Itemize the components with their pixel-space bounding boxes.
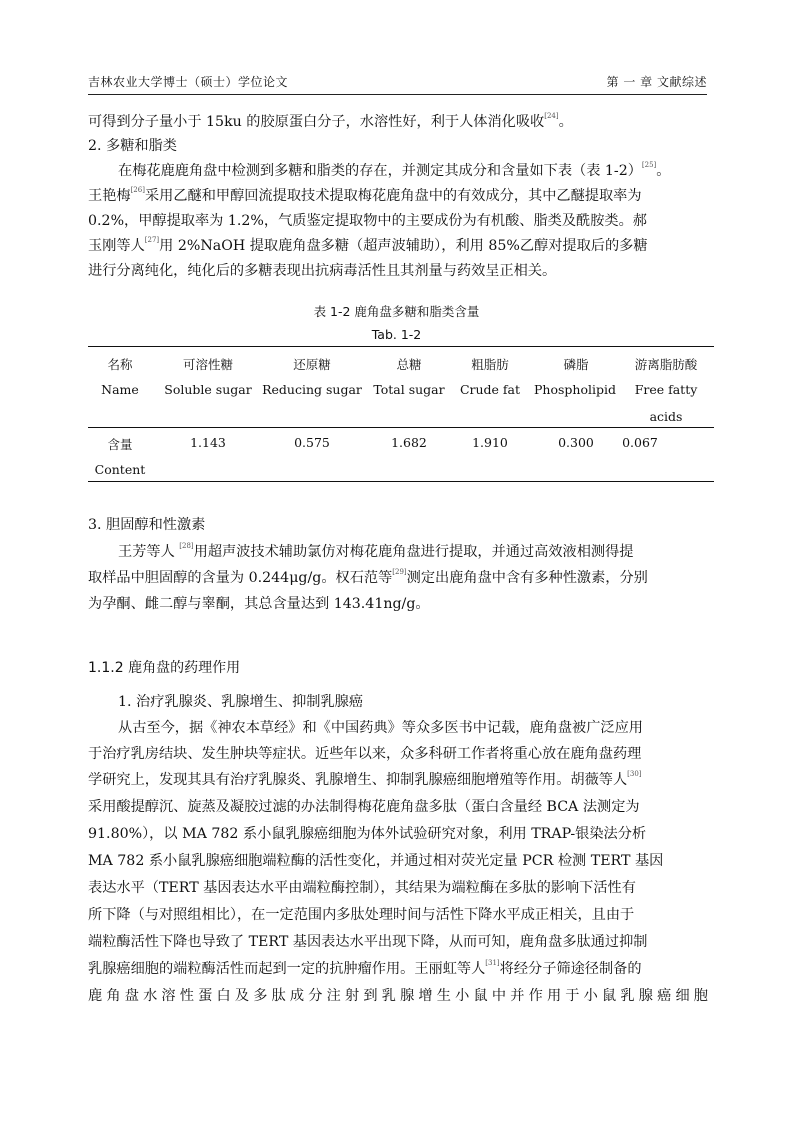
header-chapter-title: 第 一 章 文献综述 — [606, 75, 707, 89]
table-header-cell: Free fatty — [634, 382, 698, 397]
table-cell: 1.910 — [472, 435, 508, 450]
section-title: 3. 胆固醇和性激素 — [88, 517, 206, 533]
body-line: 鹿角盘水溶性蛋白及多肽成分注射到乳腺增生小鼠中并作用于小鼠乳腺癌细胞 — [88, 988, 708, 1004]
table-mid-rule — [88, 427, 714, 428]
section-title: 2. 多糖和脂类 — [88, 138, 177, 154]
table-bottom-rule — [88, 481, 714, 482]
body-line: 进行分离纯化，纯化后的多糖表现出抗病毒活性且其剂量与药效呈正相关。 — [88, 263, 557, 279]
subsection-title: 1. 治疗乳腺炎、乳腺增生、抑制乳腺癌 — [118, 694, 364, 710]
body-line: 0.2%，甲醇提取率为 1.2%，气质鉴定提取物中的主要成份为有机酸、脂类及酰胺类。郝 — [88, 213, 647, 229]
citation: [31] — [485, 959, 500, 967]
citation: [27] — [144, 236, 160, 244]
body-line: 于治疗乳房结块、发生肿块等症状。近些年以来，众多科研工作者将重心放在鹿角盘药理 — [88, 746, 642, 762]
subsection-heading: 1.1.2 鹿角盘的药理作用 — [88, 660, 241, 676]
body-line: 可得到分子量小于 15ku 的胶原蛋白分子，水溶性好，利于人体消化吸收[24]。 — [88, 112, 573, 130]
body-line: 王芳等人 [28]用超声波技术辅助氯仿对梅花鹿角盘进行提取，并通过高效液相测得提 — [118, 542, 634, 560]
table-top-rule — [88, 346, 714, 347]
table-cell: 0.067 — [622, 435, 658, 450]
table-header-cell: 可溶性糖 — [182, 357, 233, 372]
table-caption-en: Tab. 1-2 — [371, 327, 422, 342]
table-cell: 0.300 — [558, 435, 594, 450]
body-line: 学研究上，发现其具有治疗乳腺炎、乳腺增生、抑制乳腺癌细胞增殖等作用。胡薇等人[30] — [88, 770, 642, 788]
body-line: 91.80%），以 MA 782 系小鼠乳腺癌细胞为体外试验研究对象，利用 TRAP-银染法分析 — [88, 826, 647, 842]
body-line: 从古至今，据《神农本草经》和《中国药典》等众多医书中记载，鹿角盘被广泛应用 — [118, 720, 643, 736]
table-header-cell: 粗脂肪 — [471, 357, 509, 372]
table-cell: 0.575 — [294, 435, 330, 450]
table-header-cell: Reducing sugar — [262, 382, 362, 397]
citation: [29] — [392, 568, 407, 576]
body-line: 表达水平（TERT 基因表达水平由端粒酶控制），其结果为端粒酶在多肽的影响下活性有 — [88, 880, 636, 896]
body-line: 所下降（与对照组相比），在一定范围内多肽处理时间与活性下降水平成正相关，且由于 — [88, 907, 635, 923]
citation: [26] — [130, 186, 145, 194]
table-header-cell: 游离脂肪酸 — [634, 357, 698, 372]
citation: [30] — [627, 770, 642, 778]
header-rule — [88, 94, 707, 95]
table-header-cell: 还原糖 — [293, 357, 331, 372]
table-header-cell: 磷脂 — [563, 357, 589, 372]
header-thesis-title: 吉林农业大学博士（硕士）学位论文 — [88, 75, 289, 89]
table-header-cell: 总糖 — [396, 357, 422, 372]
body-line: 乳腺癌细胞的端粒酶活性而起到一定的抗肿瘤作用。王丽虹等人[31]将经分子筛途径制备的 — [88, 959, 642, 977]
table-header-cell: Name — [101, 382, 139, 397]
table-header-cell: Phospholipid — [534, 382, 616, 397]
table-cell: 1.682 — [391, 435, 427, 450]
table-row-label: 含量 — [107, 437, 133, 452]
table-header-cell: Soluble sugar — [164, 382, 252, 397]
table-header-cell: Total sugar — [373, 382, 445, 397]
body-line: 玉刚等人[27]用 2%NaOH 提取鹿角盘多糖（超声波辅助），利用 85%乙醇对提取后的多糖 — [88, 236, 648, 254]
running-header — [88, 73, 707, 93]
body-line: 端粒酶活性下降也导致了 TERT 基因表达水平出现下降，从而可知，鹿角盘多肽通过抑制 — [88, 934, 648, 950]
table-caption-cn: 表 1-2 鹿角盘多糖和脂类含量 — [313, 304, 480, 319]
body-line: MA 782 系小鼠乳腺癌细胞端粒酶的活性变化，并通过相对荧光定量 PCR 检测 TERT 基因 — [88, 853, 664, 869]
table-header-cell: 名称 — [107, 357, 133, 372]
body-line: 在梅花鹿鹿角盘中检测到多糖和脂类的存在，并测定其成分和含量如下表（表 1-2）[25]。 — [118, 161, 671, 179]
body-line: 采用酸提醇沉、旋蒸及凝胶过滤的办法制得梅花鹿角盘多肽（蛋白含量经 BCA 法测定为 — [88, 799, 640, 815]
body-line: 王艳梅[26]采用乙醚和甲醇回流提取技术提取梅花鹿角盘中的有效成分，其中乙醚提取率为 — [88, 186, 642, 204]
citation: [25] — [641, 161, 657, 169]
citation: [24] — [544, 112, 559, 120]
citation: [28] — [179, 542, 194, 550]
table-header-cell: acids — [649, 409, 683, 424]
table-header-cell: Crude fat — [459, 382, 521, 397]
table-row-label: Content — [94, 462, 146, 477]
body-line: 为孕酮、雌二醇与睾酮，其总含量达到 143.41ng/g。 — [88, 596, 430, 612]
body-line: 取样品中胆固醇的含量为 0.244μg/g。权石范等[29]测定出鹿角盘中含有多种性激素，分别 — [88, 568, 648, 586]
table-cell: 1.143 — [190, 435, 226, 450]
